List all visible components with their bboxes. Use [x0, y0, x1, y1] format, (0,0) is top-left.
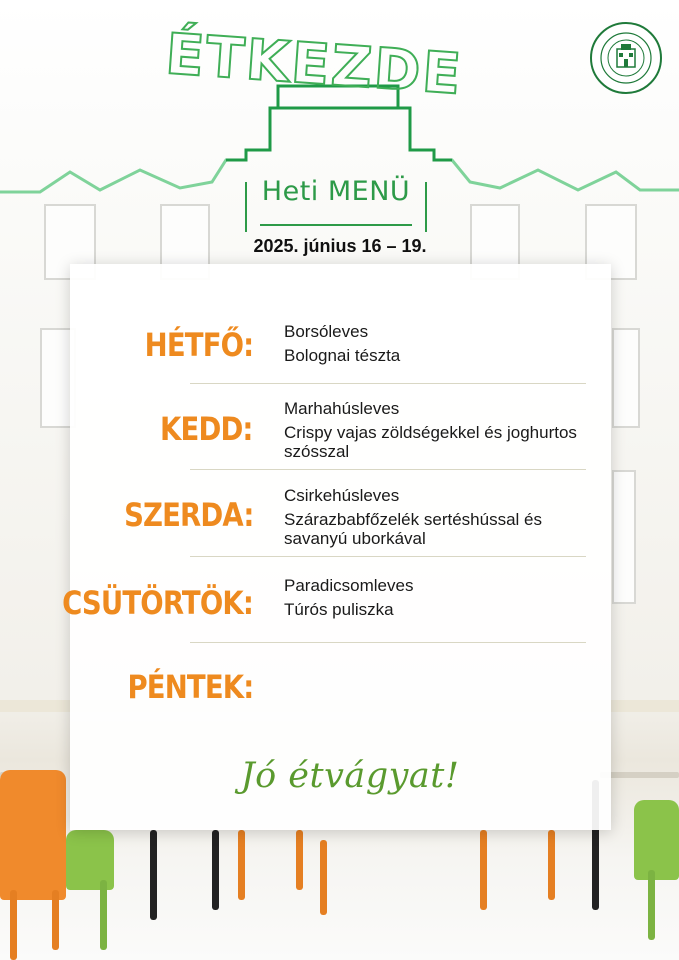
- background-chair-orange: [0, 770, 66, 900]
- background-chair-leg: [548, 830, 555, 900]
- day-label-thursday: CSÜTÖRTÖK:: [62, 584, 253, 622]
- dish-item: Paradicsomleves: [284, 576, 414, 595]
- day-label-tuesday: KEDD:: [160, 410, 253, 448]
- page-title: ÉTKEZDE: [163, 22, 465, 108]
- background-chair-leg: [150, 830, 157, 920]
- background-chair-leg: [480, 830, 487, 910]
- date-range: 2025. június 16 – 19.: [253, 236, 427, 256]
- dish-item: Bolognai tészta: [284, 346, 401, 365]
- greeting-footer: Jó étvágyat!: [240, 756, 460, 796]
- dish-item: Marhahúsleves: [284, 399, 400, 418]
- day-separator: [190, 469, 586, 470]
- day-separator: [190, 556, 586, 557]
- background-chair-leg: [320, 840, 327, 915]
- dish-item: Csirkehúsleves: [284, 486, 400, 505]
- background-chair-leg: [648, 870, 655, 940]
- day-separator: [190, 383, 586, 384]
- dish-item: Szárazbabfőzelék sertéshússal és savanyú uborkával: [284, 510, 542, 548]
- background-chair-leg: [100, 880, 107, 950]
- background-window: [612, 470, 636, 604]
- background-chair-leg: [10, 890, 17, 960]
- subtitle-underline: [260, 224, 412, 226]
- background-chair-leg: [212, 830, 219, 910]
- day-label-friday: PÉNTEK:: [127, 668, 253, 706]
- day-label-monday: HÉTFŐ:: [144, 326, 253, 364]
- dish-item: Borsóleves: [284, 322, 369, 341]
- background-chair-leg: [52, 890, 59, 950]
- background-window: [612, 328, 640, 428]
- dish-item: Crispy vajas zöldségekkel és joghurtos szósszal: [284, 423, 577, 461]
- day-label-wednesday: SZERDA:: [123, 496, 253, 534]
- background-table: [600, 772, 679, 778]
- school-seal-icon: [590, 22, 662, 94]
- background-chair-leg: [296, 830, 303, 890]
- background-chair-green: [634, 800, 679, 880]
- background-chair-leg: [238, 830, 245, 900]
- dish-item: Túrós puliszka: [284, 600, 394, 619]
- menu-subtitle: Heti MENÜ: [261, 176, 411, 207]
- day-separator: [190, 642, 586, 643]
